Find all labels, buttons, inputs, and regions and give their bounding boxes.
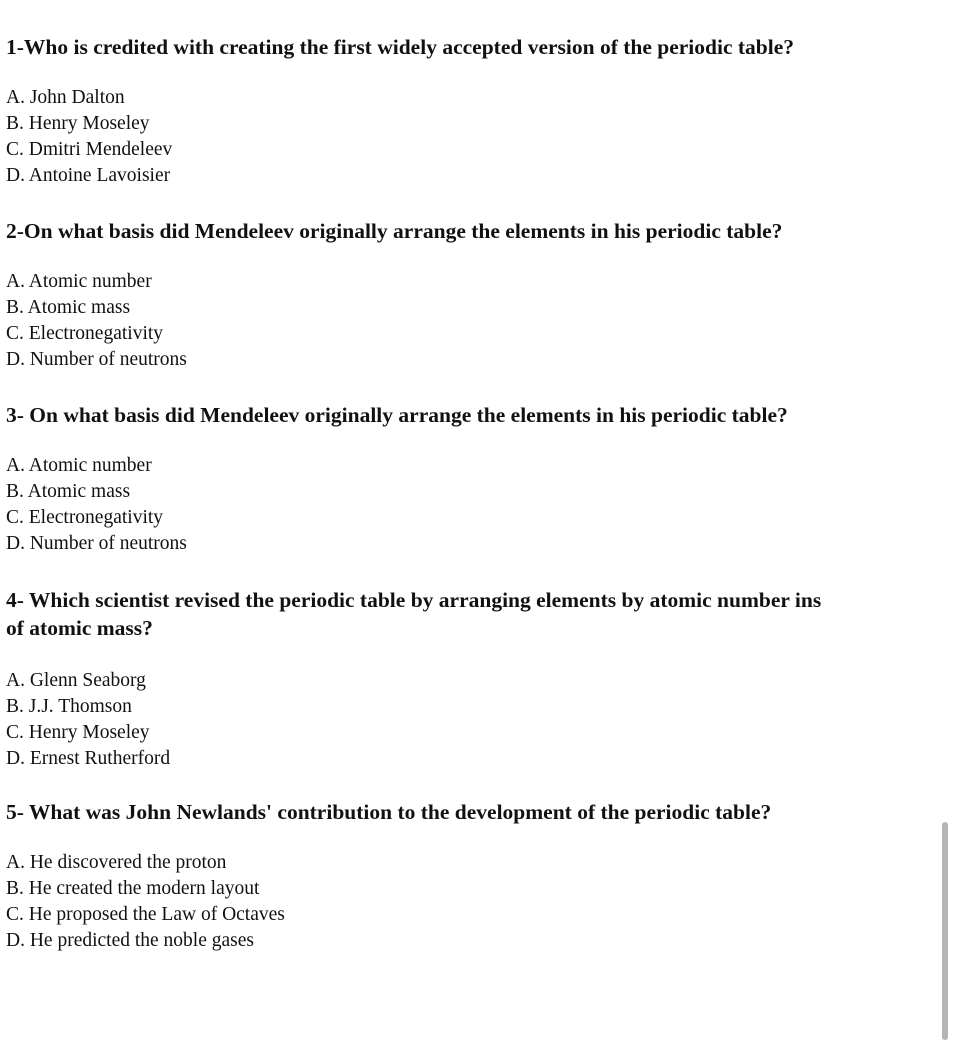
option-d: D. Antoine Lavoisier [6,165,171,186]
question-title-line: 3- On what basis did Mendeleev originally arrange the elements in his periodic table? [6,403,788,427]
option-b: B. Henry Moseley [6,113,150,134]
option-a: A. John Dalton [6,87,125,108]
option-c: C. Dmitri Mendeleev [6,139,173,160]
option-a: A. Glenn Seaborg [6,670,146,691]
question-3 [6,401,958,557]
question-title [6,798,958,826]
option-d: D. Number of neutrons [6,349,187,370]
option-c: C. Electronegativity [6,323,164,344]
answer-options [6,453,958,557]
option-b: B. J.J. Thomson [6,696,132,717]
question-title [6,217,958,245]
option-a: A. Atomic number [6,271,152,292]
option-a: A. Atomic number [6,455,152,476]
answer-options [6,269,958,373]
answer-options [6,85,958,189]
option-c: C. He proposed the Law of Octaves [6,904,285,925]
option-d: D. He predicted the noble gases [6,930,254,951]
option-c: C. Electronegativity [6,507,164,528]
question-4 [6,586,958,772]
question-5 [6,798,958,954]
answer-options [6,668,958,772]
option-d: D. Number of neutrons [6,533,187,554]
question-title-line: 1-Who is credited with creating the first widely accepted version of the periodic table? [6,35,795,59]
question-title-line: 5- What was John Newlands' contribution to the development of the periodic table? [6,800,772,824]
question-title-line: 2-On what basis did Mendeleev originally arrange the elements in his periodic table? [6,219,783,243]
option-b: B. He created the modern layout [6,878,260,899]
question-title [6,33,958,61]
option-d: D. Ernest Rutherford [6,748,171,769]
question-title [6,586,958,642]
answer-options [6,850,958,954]
option-b: B. Atomic mass [6,481,131,502]
question-title [6,401,958,429]
scrollbar-thumb[interactable] [942,822,948,1040]
option-b: B. Atomic mass [6,297,131,318]
option-a: A. He discovered the proton [6,852,227,873]
option-c: C. Henry Moseley [6,722,150,743]
question-title-line: of atomic mass? [6,616,153,640]
question-1 [6,33,958,189]
question-2 [6,217,958,373]
question-title-line: 4- Which scientist revised the periodic table by arranging elements by atomic number ins [6,588,822,612]
